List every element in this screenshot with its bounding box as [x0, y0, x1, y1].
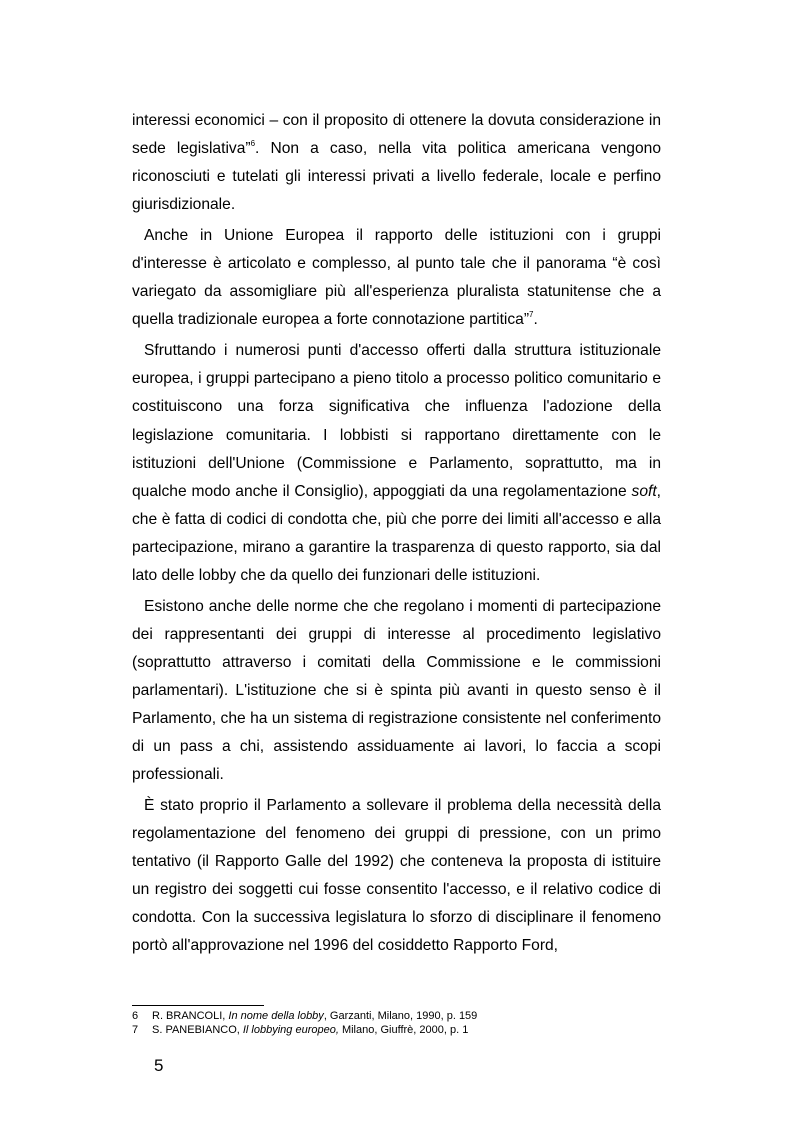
footnote-ref-7[interactable]: 7 [529, 310, 534, 320]
paragraph-5: È stato proprio il Parlamento a sollevare il problema della necessità della regolamentazione del fenomeno dei gruppi di pressione, con un primo tentativo (il Rapporto Galle del 1992) che conteneva la proposta di istituire un registro dei soggetti cui fosse consentito l'accesso, e il relativo codice di condotta. Con la successiva legislatura lo sforzo di disciplinare il fenomeno portò all'approvazione nel 1996 del cosiddetto Rapporto Ford, [132, 797, 661, 955]
footnote-6 [132, 1009, 661, 1023]
body-text [132, 107, 661, 960]
footnote-7 [132, 1023, 661, 1037]
paragraph-4: Esistono anche delle norme che che regolano i momenti di partecipazione dei rappresentanti dei gruppi di interesse al procedimento legislativo (soprattutto attraverso i comitati della Commissione e le commissioni parlamentari). L'istituzione che si è spinta più avanti in questo senso è il Parlamento, che ha un sistema di registrazione consistente nel conferimento di un pass a chi, assistendo assiduamente ai lavori, lo faccia a scopi professionali. [132, 597, 661, 784]
footnotes [132, 1009, 661, 1037]
paragraph-1: interessi economici – con il proposito di ottenere la dovuta considerazione in sede legislativa”$^6$. Non a caso, nella vita politica americana vengono riconosciuti e tutelati gli interessi privati a livello federale, locale e perfino giurisdizionale. [132, 112, 661, 214]
paragraph-2: Anche in Unione Europea il rapporto delle istituzioni con i gruppi d'interesse è articolato e complesso, al punto tale che il panorama “è così variegato da assomigliare più all'esperienza pluralista statunitense che a quella tradizionale europea a forte connotazione partitica”$^7$. [132, 227, 661, 329]
footnote-text: S. PANEBIANCO, Il lobbying europeo, Milano, Giuffrè, 2000, p. 1 [152, 1024, 469, 1036]
footnote-text: R. BRANCOLI, In nome della lobby, Garzanti, Milano, 1990, p. 159 [152, 1010, 478, 1022]
footnote-separator [132, 1005, 264, 1006]
paragraph-3: Sfruttando i numerosi punti d'accesso offerti dalla struttura istituzionale europea, i gruppi partecipano a pieno titolo a processo politico comunitario e costituiscono una forza significativa che influenza l'adozione della legislazione comunitaria. I lobbisti si rapportano direttamente con le istituzioni dell'Unione (Commissione e Parlamento, soprattutto, ma in qualche modo anche il Consiglio), appoggiati da una regolamentazione soft, che è fatta di codici di condotta che, più che porre dei limiti all'accesso e alla partecipazione, mirano a garantire la trasparenza di questo rapporto, sia dal lato delle lobby che da quello dei funzionari delle istituzioni. [132, 342, 661, 584]
page-number: 5 [154, 1056, 164, 1075]
footnote-number: 7 [132, 1024, 139, 1036]
emphasis-soft: soft [631, 482, 657, 500]
footnote-number: 6 [132, 1010, 139, 1022]
footnote-ref-6[interactable]: 6 [250, 139, 256, 149]
